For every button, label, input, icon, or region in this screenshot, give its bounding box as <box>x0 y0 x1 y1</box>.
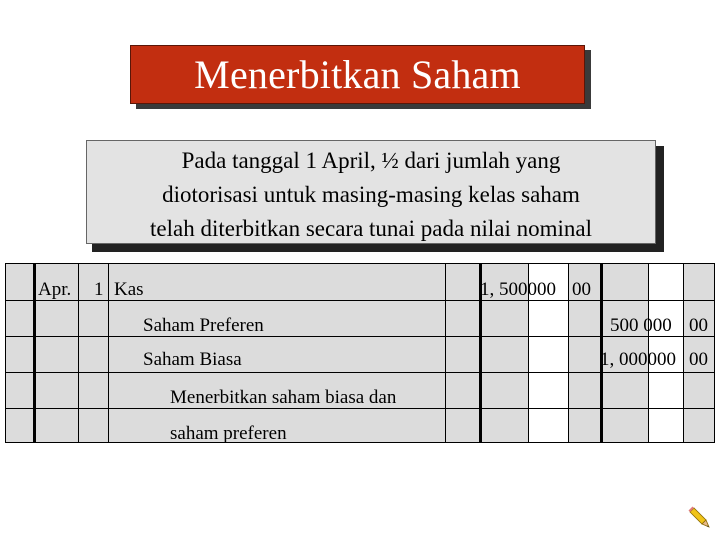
debit-cents-kas: 00 <box>572 279 591 300</box>
debit-amount-kas: 1, 500000 <box>480 279 556 300</box>
row-divider <box>6 336 714 337</box>
journal-ledger <box>5 263 715 443</box>
account-saham-preferen: Saham Preferen <box>143 315 264 336</box>
credit-amount-saham-preferen: 500 000 <box>610 315 672 336</box>
credit-cents-saham-biasa: 00 <box>689 349 708 370</box>
row-divider <box>6 372 714 373</box>
slide-title-text: Menerbitkan Saham <box>194 52 521 97</box>
description-line-1: Pada tanggal 1 April, ½ dari jumlah yang <box>181 148 561 173</box>
explanation-line-2: saham preferen <box>170 423 287 444</box>
account-kas: Kas <box>114 279 144 300</box>
column-divider <box>445 264 446 442</box>
explanation-line-1: Menerbitkan saham biasa dan <box>170 387 397 408</box>
column-divider <box>33 264 36 442</box>
column-divider <box>108 264 109 442</box>
date-day: 1 <box>94 279 104 300</box>
credit-cents-saham-preferen: 00 <box>689 315 708 336</box>
pencil-icon[interactable] <box>687 506 711 530</box>
description-line-2: diotorisasi untuk masing-masing kelas saham <box>162 182 580 207</box>
credit-amount-saham-biasa: 1, 000000 <box>600 349 676 370</box>
description-line-3: telah diterbitkan secara tunai pada nilai nominal <box>150 216 592 241</box>
account-saham-biasa: Saham Biasa <box>143 349 242 370</box>
column-divider <box>683 264 684 442</box>
date-month: Apr. <box>38 279 72 300</box>
pencil-icon-graphic <box>687 506 711 530</box>
slide-title <box>130 45 585 104</box>
description-box <box>86 140 656 244</box>
column-divider <box>78 264 79 442</box>
row-divider <box>6 300 714 301</box>
column-divider <box>568 264 569 442</box>
